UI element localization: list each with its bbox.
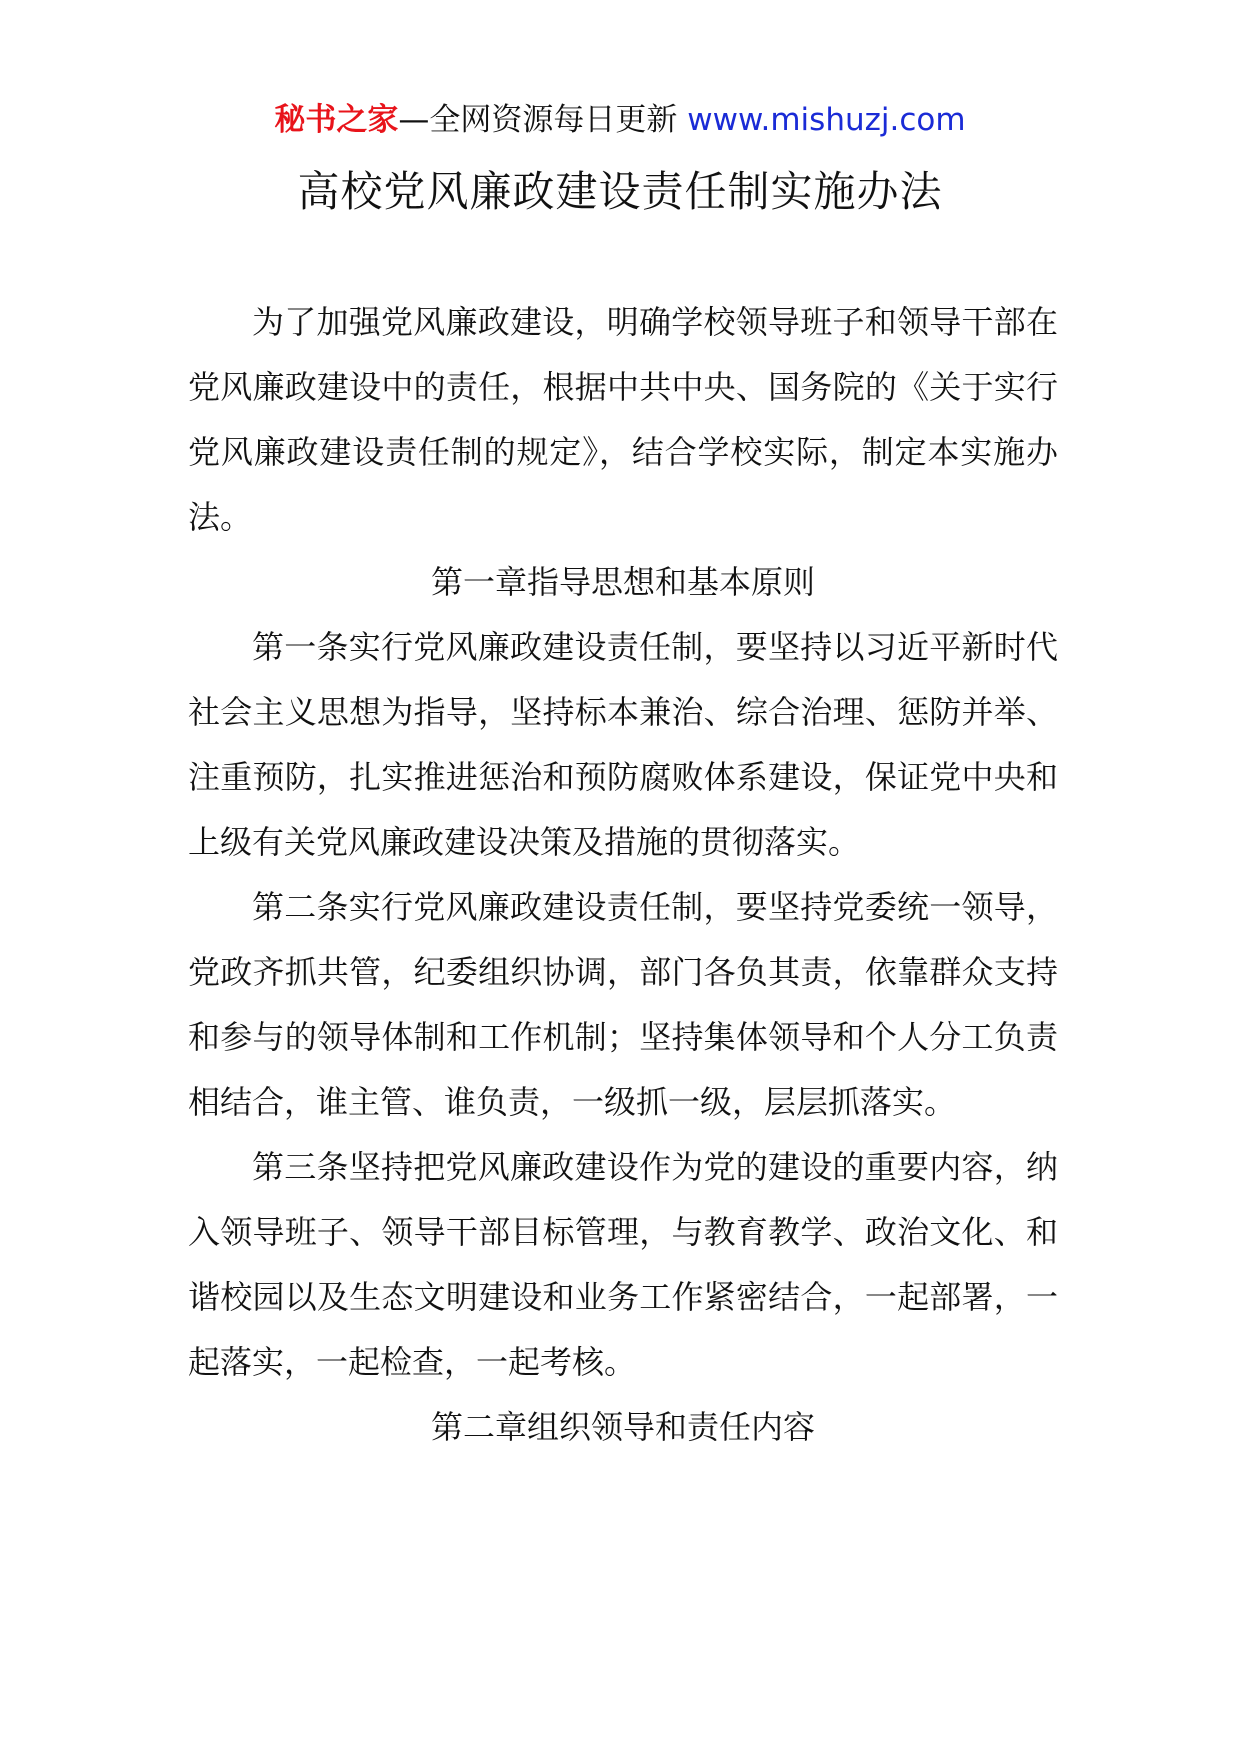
chapter-heading-2: 第二章组织领导和责任内容 bbox=[430, 1408, 815, 1446]
site-header bbox=[0, 98, 1240, 142]
article-paragraph-2: 第二条实行党风廉政建设责任制，要坚持党委统一领导，党政齐抓共管，纪委组织协调，部门各负其责，依靠群众支持和参与的领导体制和工作机制；坚持集体领导和个人分工负责相结合，谁主管、谁负责，一级抓一级，层层抓落实。 bbox=[188, 888, 1058, 1121]
header-slogan: —全网资源每日更新 bbox=[398, 102, 688, 138]
article-paragraph-3: 第三条坚持把党风廉政建设作为党的建设的重要内容，纳入领导班子、领导干部目标管理，与教育教学、政治文化、和谐校园以及生态文明建设和业务工作紧密结合，一起部署，一起落实，一起检查，一起考核。 bbox=[188, 1148, 1058, 1381]
site-url-link[interactable]: www.mishuzj.com bbox=[687, 102, 966, 138]
document-body bbox=[188, 290, 1058, 1460]
chapter-heading-1: 第一章指导思想和基本原则 bbox=[430, 563, 815, 601]
article-paragraph-1: 第一条实行党风廉政建设责任制，要坚持以习近平新时代社会主义思想为指导，坚持标本兼治、综合治理、惩防并举、注重预防，扎实推进惩治和预防腐败体系建设，保证党中央和上级有关党风廉政建设决策及措施的贯彻落实。 bbox=[188, 628, 1058, 861]
document-title: 高校党风廉政建设责任制实施办法 bbox=[297, 167, 943, 216]
brand-name: 秘书之家 bbox=[274, 102, 399, 138]
intro-paragraph: 为了加强党风廉政建设，明确学校领导班子和领导干部在党风廉政建设中的责任，根据中共中央、国务院的《关于实行党风廉政建设责任制的规定》，结合学校实际，制定本实施办法。 bbox=[188, 303, 1058, 536]
